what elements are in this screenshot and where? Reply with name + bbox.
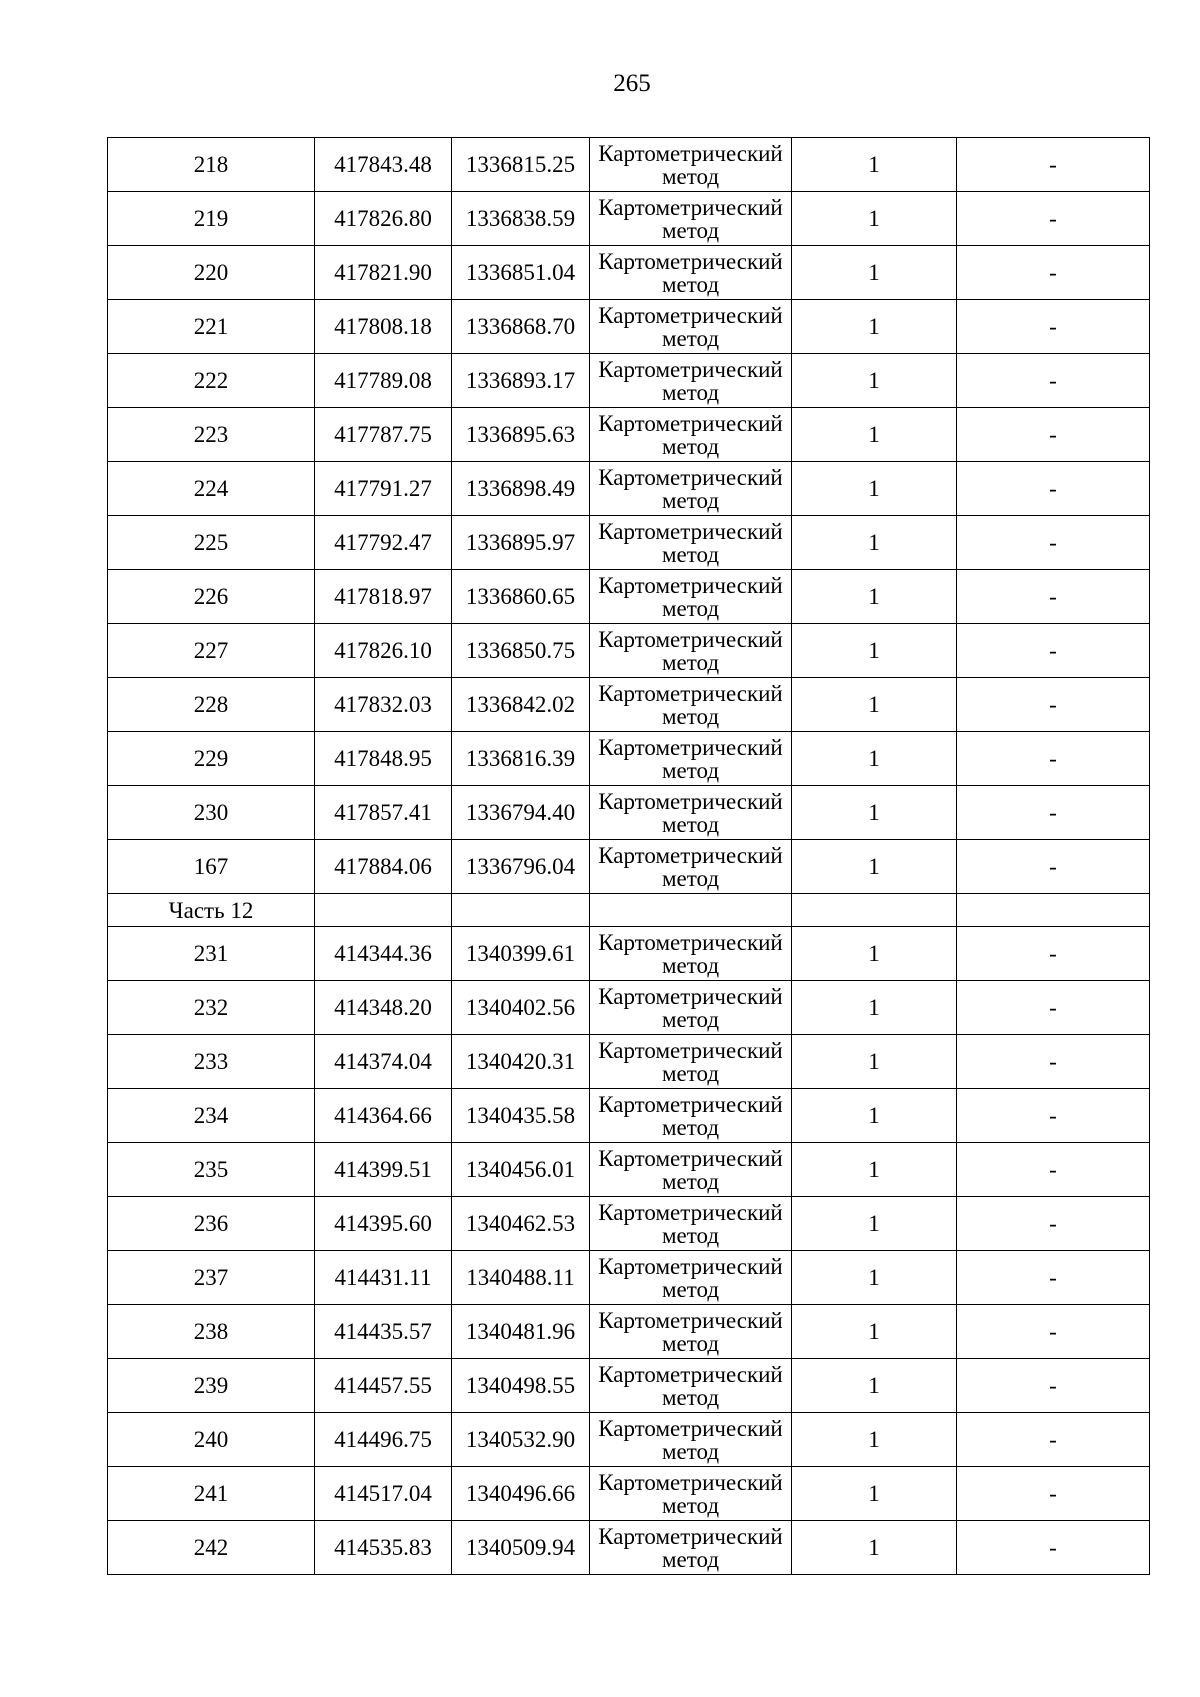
accuracy-value: 1 (792, 354, 957, 408)
point-number: 220 (108, 246, 315, 300)
empty-cell (957, 894, 1150, 927)
coordinate-x: 414457.55 (315, 1359, 452, 1413)
method-line-1: Картометрический (598, 1307, 783, 1333)
method-line-1: Картометрический (598, 518, 783, 544)
coordinate-x: 417848.95 (315, 732, 452, 786)
method-line-2: метод (661, 1168, 720, 1194)
section-label: Часть 12 (108, 894, 315, 927)
method-line-1: Картометрический (598, 464, 783, 490)
description-value: - (957, 246, 1150, 300)
coordinate-y: 1340435.58 (452, 1089, 590, 1143)
accuracy-value: 1 (792, 570, 957, 624)
point-number: 232 (108, 981, 315, 1035)
method-line-1: Картометрический (598, 302, 783, 328)
method-line-2: метод (661, 811, 720, 837)
description-value: - (957, 1251, 1150, 1305)
point-number: 241 (108, 1467, 315, 1521)
method-line-2: метод (661, 1492, 720, 1518)
method-cell (590, 1467, 792, 1521)
point-number: 234 (108, 1089, 315, 1143)
method-line-1: Картометрический (598, 356, 783, 382)
coordinate-x: 414496.75 (315, 1413, 452, 1467)
accuracy-value: 1 (792, 624, 957, 678)
method-line-2: метод (661, 865, 720, 891)
method-line-1: Картометрический (598, 842, 783, 868)
method-line-2: метод (661, 379, 720, 405)
point-number: 229 (108, 732, 315, 786)
method-line-1: Картометрический (598, 248, 783, 274)
table-row (108, 300, 1150, 354)
method-line-2: метод (661, 217, 720, 243)
coordinate-x: 417787.75 (315, 408, 452, 462)
description-value: - (957, 678, 1150, 732)
point-number: 221 (108, 300, 315, 354)
coordinate-y: 1340498.55 (452, 1359, 590, 1413)
coordinate-x: 414344.36 (315, 927, 452, 981)
accuracy-value: 1 (792, 138, 957, 192)
method-line-2: метод (661, 433, 720, 459)
method-line-2: метод (661, 1546, 720, 1572)
accuracy-value: 1 (792, 1467, 957, 1521)
coordinate-y: 1336850.75 (452, 624, 590, 678)
method-cell (590, 570, 792, 624)
method-line-1: Картометрический (598, 572, 783, 598)
table-row (108, 192, 1150, 246)
coordinate-y: 1336794.40 (452, 786, 590, 840)
method-line-2: метод (661, 487, 720, 513)
coordinates-table (107, 137, 1150, 1575)
coordinate-x: 417826.80 (315, 192, 452, 246)
point-number: 235 (108, 1143, 315, 1197)
table-row (108, 408, 1150, 462)
method-cell (590, 516, 792, 570)
method-line-1: Картометрический (598, 1523, 783, 1549)
table-row (108, 462, 1150, 516)
method-line-1: Картометрический (598, 1145, 783, 1171)
accuracy-value: 1 (792, 1035, 957, 1089)
accuracy-value: 1 (792, 678, 957, 732)
accuracy-value: 1 (792, 462, 957, 516)
description-value: - (957, 624, 1150, 678)
method-cell (590, 678, 792, 732)
point-number: 239 (108, 1359, 315, 1413)
method-line-2: метод (661, 163, 720, 189)
coordinate-x: 414348.20 (315, 981, 452, 1035)
method-line-2: метод (661, 1114, 720, 1140)
coordinate-y: 1336895.97 (452, 516, 590, 570)
description-value: - (957, 192, 1150, 246)
method-cell (590, 1089, 792, 1143)
method-line-2: метод (661, 325, 720, 351)
coordinate-x: 414535.83 (315, 1521, 452, 1575)
coordinate-x: 414517.04 (315, 1467, 452, 1521)
method-cell (590, 1197, 792, 1251)
method-cell (590, 1305, 792, 1359)
table-row (108, 678, 1150, 732)
method-line-1: Картометрический (598, 929, 783, 955)
coordinate-x: 417832.03 (315, 678, 452, 732)
method-line-1: Картометрический (598, 1091, 783, 1117)
method-line-1: Картометрический (598, 788, 783, 814)
table-row (108, 981, 1150, 1035)
coordinate-x: 414395.60 (315, 1197, 452, 1251)
coordinate-y: 1336815.25 (452, 138, 590, 192)
method-cell (590, 1359, 792, 1413)
description-value: - (957, 1035, 1150, 1089)
coordinate-x: 417884.06 (315, 840, 452, 894)
method-line-2: метод (661, 757, 720, 783)
method-line-2: метод (661, 1384, 720, 1410)
table-row (108, 1089, 1150, 1143)
method-cell (590, 927, 792, 981)
table-row (108, 1305, 1150, 1359)
description-value: - (957, 1467, 1150, 1521)
coordinate-y: 1336796.04 (452, 840, 590, 894)
point-number: 227 (108, 624, 315, 678)
coordinate-x: 417789.08 (315, 354, 452, 408)
accuracy-value: 1 (792, 1197, 957, 1251)
description-value: - (957, 1413, 1150, 1467)
method-line-2: метод (661, 649, 720, 675)
coordinate-y: 1336898.49 (452, 462, 590, 516)
point-number: 231 (108, 927, 315, 981)
coordinate-y: 1340532.90 (452, 1413, 590, 1467)
accuracy-value: 1 (792, 732, 957, 786)
method-cell (590, 408, 792, 462)
coordinate-x: 417857.41 (315, 786, 452, 840)
method-line-2: метод (661, 271, 720, 297)
description-value: - (957, 138, 1150, 192)
description-value: - (957, 840, 1150, 894)
description-value: - (957, 927, 1150, 981)
coordinate-y: 1336895.63 (452, 408, 590, 462)
table-row (108, 786, 1150, 840)
point-number: 236 (108, 1197, 315, 1251)
table-row (108, 570, 1150, 624)
table-row (108, 354, 1150, 408)
method-line-1: Картометрический (598, 1037, 783, 1063)
accuracy-value: 1 (792, 1521, 957, 1575)
description-value: - (957, 786, 1150, 840)
method-cell (590, 981, 792, 1035)
point-number: 237 (108, 1251, 315, 1305)
coordinate-y: 1336816.39 (452, 732, 590, 786)
point-number: 218 (108, 138, 315, 192)
coordinate-y: 1336842.02 (452, 678, 590, 732)
method-line-1: Картометрический (598, 194, 783, 220)
table-row (108, 732, 1150, 786)
accuracy-value: 1 (792, 246, 957, 300)
method-line-2: метод (661, 952, 720, 978)
method-cell (590, 1035, 792, 1089)
coordinate-y: 1336893.17 (452, 354, 590, 408)
point-number: 225 (108, 516, 315, 570)
accuracy-value: 1 (792, 981, 957, 1035)
description-value: - (957, 570, 1150, 624)
table-row (108, 1143, 1150, 1197)
table-row (108, 840, 1150, 894)
empty-cell (792, 894, 957, 927)
method-line-1: Картометрический (598, 983, 783, 1009)
method-line-1: Картометрический (598, 680, 783, 706)
method-cell (590, 732, 792, 786)
method-line-1: Картометрический (598, 1361, 783, 1387)
method-line-2: метод (661, 1276, 720, 1302)
point-number: 219 (108, 192, 315, 246)
coordinate-y: 1340488.11 (452, 1251, 590, 1305)
accuracy-value: 1 (792, 1251, 957, 1305)
accuracy-value: 1 (792, 1089, 957, 1143)
description-value: - (957, 354, 1150, 408)
method-line-2: метод (661, 541, 720, 567)
method-line-1: Картометрический (598, 626, 783, 652)
method-cell (590, 840, 792, 894)
method-cell (590, 1413, 792, 1467)
coordinate-x: 417843.48 (315, 138, 452, 192)
coordinate-x: 417792.47 (315, 516, 452, 570)
accuracy-value: 1 (792, 1359, 957, 1413)
method-cell (590, 624, 792, 678)
point-number: 223 (108, 408, 315, 462)
method-line-2: метод (661, 1438, 720, 1464)
empty-cell (452, 894, 590, 927)
point-number: 224 (108, 462, 315, 516)
accuracy-value: 1 (792, 1413, 957, 1467)
method-cell (590, 1143, 792, 1197)
description-value: - (957, 462, 1150, 516)
coordinates-table-body (108, 138, 1150, 1575)
accuracy-value: 1 (792, 516, 957, 570)
accuracy-value: 1 (792, 408, 957, 462)
method-cell (590, 1251, 792, 1305)
table-row (108, 1197, 1150, 1251)
description-value: - (957, 1521, 1150, 1575)
coordinate-y: 1340456.01 (452, 1143, 590, 1197)
description-value: - (957, 300, 1150, 354)
coordinate-x: 417791.27 (315, 462, 452, 516)
point-number: 242 (108, 1521, 315, 1575)
coordinate-x: 414399.51 (315, 1143, 452, 1197)
empty-cell (315, 894, 452, 927)
coordinate-x: 414374.04 (315, 1035, 452, 1089)
description-value: - (957, 1305, 1150, 1359)
method-line-2: метод (661, 1006, 720, 1032)
accuracy-value: 1 (792, 927, 957, 981)
accuracy-value: 1 (792, 1143, 957, 1197)
method-line-2: метод (661, 703, 720, 729)
point-number: 222 (108, 354, 315, 408)
description-value: - (957, 1089, 1150, 1143)
table-row (108, 1413, 1150, 1467)
description-value: - (957, 1359, 1150, 1413)
coordinate-y: 1340481.96 (452, 1305, 590, 1359)
accuracy-value: 1 (792, 840, 957, 894)
method-line-1: Картометрический (598, 1415, 783, 1441)
method-cell (590, 192, 792, 246)
point-number: 238 (108, 1305, 315, 1359)
table-row (108, 624, 1150, 678)
accuracy-value: 1 (792, 300, 957, 354)
accuracy-value: 1 (792, 1305, 957, 1359)
coordinate-y: 1336851.04 (452, 246, 590, 300)
coordinate-y: 1340399.61 (452, 927, 590, 981)
method-cell (590, 786, 792, 840)
coordinate-y: 1340496.66 (452, 1467, 590, 1521)
method-line-1: Картометрический (598, 734, 783, 760)
coordinate-x: 417818.97 (315, 570, 452, 624)
table-row (108, 1359, 1150, 1413)
method-line-1: Картометрический (598, 410, 783, 436)
coordinate-y: 1336860.65 (452, 570, 590, 624)
point-number: 230 (108, 786, 315, 840)
method-line-1: Картометрический (598, 1253, 783, 1279)
coordinate-x: 414364.66 (315, 1089, 452, 1143)
method-line-2: метод (661, 1060, 720, 1086)
table-row (108, 1521, 1150, 1575)
point-number: 233 (108, 1035, 315, 1089)
coordinate-y: 1340462.53 (452, 1197, 590, 1251)
coordinate-y: 1340402.56 (452, 981, 590, 1035)
table-row (108, 1035, 1150, 1089)
method-cell (590, 300, 792, 354)
method-line-1: Картометрический (598, 140, 783, 166)
coordinate-y: 1336868.70 (452, 300, 590, 354)
method-line-2: метод (661, 595, 720, 621)
description-value: - (957, 1143, 1150, 1197)
method-cell (590, 462, 792, 516)
coordinate-x: 414435.57 (315, 1305, 452, 1359)
point-number: 240 (108, 1413, 315, 1467)
method-line-1: Картометрический (598, 1469, 783, 1495)
method-cell (590, 1521, 792, 1575)
empty-cell (590, 894, 792, 927)
accuracy-value: 1 (792, 786, 957, 840)
table-row (108, 516, 1150, 570)
description-value: - (957, 981, 1150, 1035)
point-number: 226 (108, 570, 315, 624)
coordinate-x: 417826.10 (315, 624, 452, 678)
point-number: 228 (108, 678, 315, 732)
page-number: 265 (613, 70, 651, 97)
point-number: 167 (108, 840, 315, 894)
description-value: - (957, 1197, 1150, 1251)
method-cell (590, 138, 792, 192)
coordinate-y: 1336838.59 (452, 192, 590, 246)
method-cell (590, 246, 792, 300)
method-cell (590, 354, 792, 408)
coordinate-x: 417808.18 (315, 300, 452, 354)
table-row (108, 927, 1150, 981)
coordinate-y: 1340420.31 (452, 1035, 590, 1089)
method-line-1: Картометрический (598, 1199, 783, 1225)
coordinate-x: 417821.90 (315, 246, 452, 300)
method-line-2: метод (661, 1222, 720, 1248)
coordinate-x: 414431.11 (315, 1251, 452, 1305)
section-header-row (108, 894, 1150, 927)
description-value: - (957, 408, 1150, 462)
accuracy-value: 1 (792, 192, 957, 246)
coordinate-y: 1340509.94 (452, 1521, 590, 1575)
table-row (108, 246, 1150, 300)
method-line-2: метод (661, 1330, 720, 1356)
description-value: - (957, 732, 1150, 786)
table-row (108, 138, 1150, 192)
table-row (108, 1251, 1150, 1305)
table-row (108, 1467, 1150, 1521)
description-value: - (957, 516, 1150, 570)
